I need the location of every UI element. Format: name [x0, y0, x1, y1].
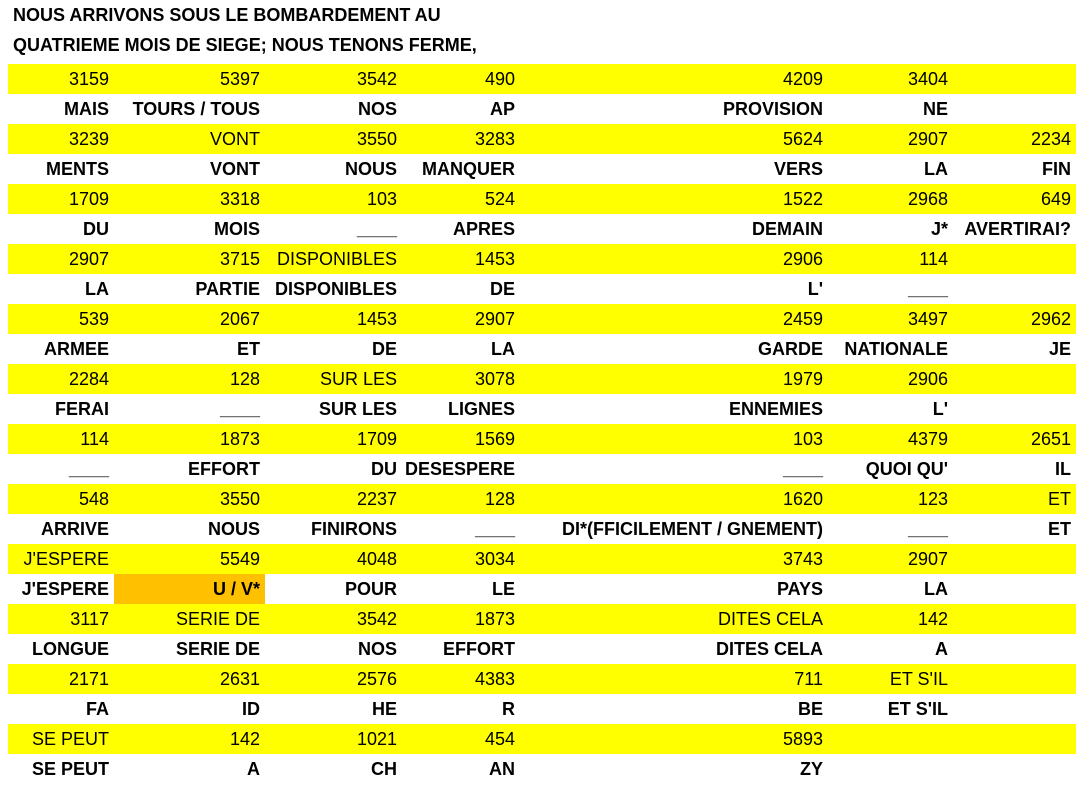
table-cell: ET: [1047, 489, 1071, 509]
table-cell: ARMEE: [43, 339, 109, 359]
table-cell: A: [935, 639, 948, 659]
table-cell: [828, 724, 953, 754]
table-cell: J*: [930, 219, 948, 239]
table-cell: 3715: [219, 249, 260, 269]
table-cell: 490: [484, 69, 515, 89]
table-cell: L': [807, 279, 823, 299]
plaintext-row: [8, 394, 1076, 424]
plaintext-row: [8, 214, 1076, 244]
table-cell: 4209: [782, 69, 823, 89]
table-cell: 524: [484, 189, 515, 209]
table-cell: 142: [229, 729, 260, 749]
table-cell: [953, 64, 1076, 94]
table-cell: PROVISION: [722, 99, 823, 119]
table-cell: ID: [242, 699, 260, 719]
table-cell: J'ESPERE: [23, 549, 109, 569]
table-cell: 2907: [474, 309, 515, 329]
table-cell: SERIE DE: [175, 639, 260, 659]
table-cell: [953, 394, 1076, 424]
plaintext-row: [8, 274, 1076, 304]
table-cell: 1873: [219, 429, 260, 449]
table-cell: 3550: [219, 489, 260, 509]
table-cell: 4048: [356, 549, 397, 569]
table-cell: 114: [80, 429, 109, 449]
table-cell: 1620: [782, 489, 823, 509]
table-cell: 2067: [219, 309, 260, 329]
table-cell: BE: [797, 699, 823, 719]
table-cell: 1709: [68, 189, 109, 209]
code-row: [8, 304, 1076, 334]
table-cell: [953, 574, 1076, 604]
plaintext-row: [8, 334, 1076, 364]
table-cell: LA: [491, 339, 515, 359]
table-cell: FERAI: [55, 399, 109, 419]
table-cell: FA: [85, 699, 109, 719]
table-cell: 2234: [1030, 129, 1071, 149]
table-cell: [953, 604, 1076, 634]
table-cell: QUOI QU': [865, 459, 948, 479]
code-row: [8, 364, 1076, 394]
table-cell: ET: [236, 339, 260, 359]
table-cell: 711: [794, 669, 823, 689]
heading-line-2: QUATRIEME MOIS DE SIEGE; NOUS TENONS FERME,: [13, 35, 477, 55]
table-cell: 454: [484, 729, 515, 749]
table-cell: 2968: [907, 189, 948, 209]
table-cell: DESESPERE: [404, 459, 515, 479]
code-row: [8, 184, 1076, 214]
table-cell: J'ESPERE: [21, 579, 109, 599]
table-cell: 103: [792, 429, 823, 449]
table-cell: 539: [78, 309, 109, 329]
table-cell: ENNEMIES: [728, 399, 823, 419]
table-cell: 142: [917, 609, 948, 629]
table-cell: DITES CELA: [717, 609, 823, 629]
table-cell: 2907: [907, 549, 948, 569]
table-cell: DU: [83, 219, 109, 239]
table-cell: MOIS: [213, 219, 260, 239]
table-cell: 3497: [907, 309, 948, 329]
table-cell: 2171: [68, 669, 109, 689]
table-cell: DISPONIBLES: [274, 279, 397, 299]
table-cell: PAYS: [776, 579, 823, 599]
table-cell: MENTS: [46, 159, 109, 179]
table-cell: SUR LES: [318, 399, 397, 419]
table-cell: VONT: [209, 129, 260, 149]
table-cell: ZY: [799, 759, 823, 779]
table-cell: SE PEUT: [31, 729, 109, 749]
table-cell: 103: [366, 189, 397, 209]
table-cell: 3542: [356, 609, 397, 629]
plaintext-row: [8, 454, 1076, 484]
table-cell: VERS: [773, 159, 823, 179]
table-cell: CH: [371, 759, 397, 779]
plaintext-row: [8, 694, 1076, 724]
table-cell: AP: [489, 99, 515, 119]
table-cell: L': [932, 399, 948, 419]
table-cell: 2237: [356, 489, 397, 509]
table-cell: 2906: [907, 369, 948, 389]
table-cell: 2459: [782, 309, 823, 329]
table-cell: 5624: [782, 129, 823, 149]
table-cell: [953, 694, 1076, 724]
table-cell: 5549: [219, 549, 260, 569]
table-cell: 3159: [68, 69, 109, 89]
table-cell: 1569: [474, 429, 515, 449]
table-cell: 5397: [219, 69, 260, 89]
table-cell: 1979: [782, 369, 823, 389]
table-cell: DE: [489, 279, 515, 299]
table-cell: 4379: [907, 429, 948, 449]
table-cell: A: [247, 759, 260, 779]
table-cell: DU: [371, 459, 397, 479]
table-cell: NOS: [357, 99, 397, 119]
table-cell: ____: [782, 459, 823, 479]
cipher-table: [8, 64, 1076, 784]
table-cell: 3117: [70, 609, 109, 629]
plaintext-row: [8, 154, 1076, 184]
table-cell: 3550: [356, 129, 397, 149]
table-cell: APRES: [452, 219, 515, 239]
table-cell: 114: [919, 249, 948, 269]
table-cell: ____: [68, 459, 109, 479]
table-cell: 3034: [474, 549, 515, 569]
table-cell: 5893: [782, 729, 823, 749]
table-cell: ARRIVE: [40, 519, 109, 539]
table-cell: 3283: [474, 129, 515, 149]
table-cell: SERIE DE: [175, 609, 260, 629]
table-cell: IL: [1055, 459, 1071, 479]
table-cell: MAIS: [64, 99, 109, 119]
table-cell: 2907: [907, 129, 948, 149]
table-cell: [828, 754, 953, 784]
table-cell: 1709: [356, 429, 397, 449]
table-cell: ____: [907, 519, 948, 539]
table-cell: LA: [924, 579, 948, 599]
table-cell: 3318: [219, 189, 260, 209]
table-cell: PARTIE: [195, 279, 260, 299]
table-cell: ____: [907, 279, 948, 299]
code-row: [8, 124, 1076, 154]
table-cell: ____: [356, 219, 397, 239]
code-row: [8, 544, 1076, 574]
table-cell: ET S'IL: [889, 669, 948, 689]
table-cell: LE: [491, 579, 515, 599]
table-cell: 3239: [68, 129, 109, 149]
table-cell: [953, 544, 1076, 574]
table-cell: 2962: [1030, 309, 1071, 329]
table-cell: 2906: [782, 249, 823, 269]
table-cell: 2576: [356, 669, 397, 689]
table-cell: ET S'IL: [887, 699, 948, 719]
plaintext-row: [8, 574, 1076, 604]
table-cell: 1453: [356, 309, 397, 329]
table-cell: ____: [219, 399, 260, 419]
table-cell: VONT: [209, 159, 260, 179]
table-cell: JE: [1048, 339, 1071, 359]
table-cell: FIN: [1042, 159, 1071, 179]
table-cell: [953, 724, 1076, 754]
table-cell: LA: [85, 279, 109, 299]
table-cell: LA: [924, 159, 948, 179]
table-cell: DE: [371, 339, 397, 359]
plaintext-row: [8, 94, 1076, 124]
code-row: [8, 724, 1076, 754]
table-cell: 3078: [474, 369, 515, 389]
table-cell: 3743: [782, 549, 823, 569]
table-cell: 1021: [356, 729, 397, 749]
table-cell: [953, 364, 1076, 394]
table-cell: AN: [489, 759, 515, 779]
heading-line-1: NOUS ARRIVONS SOUS LE BOMBARDEMENT AU: [13, 5, 441, 25]
table-cell: [953, 634, 1076, 664]
table-cell: AVERTIRAI?: [964, 219, 1071, 239]
table-cell: DISPONIBLES: [276, 249, 397, 269]
table-cell: SE PEUT: [31, 759, 109, 779]
table-cell: ET: [1047, 519, 1071, 539]
table-cell: 2907: [68, 249, 109, 269]
table-cell: DI*(FFICILEMENT / GNEMENT): [562, 519, 823, 539]
table-cell: NATIONALE: [844, 339, 948, 359]
table-cell: [953, 244, 1076, 274]
table-cell: [953, 94, 1076, 124]
document-heading: [13, 0, 1083, 60]
table-cell: NOUS: [344, 159, 397, 179]
table-cell: 128: [229, 369, 260, 389]
table-cell: FINIRONS: [310, 519, 397, 539]
table-cell: LIGNES: [447, 399, 515, 419]
table-cell: LONGUE: [31, 639, 109, 659]
plaintext-row: [8, 754, 1076, 784]
table-cell: EFFORT: [443, 639, 515, 659]
table-cell: 1873: [474, 609, 515, 629]
table-cell: SUR LES: [319, 369, 397, 389]
table-cell: 123: [917, 489, 948, 509]
table-cell: 128: [484, 489, 515, 509]
plaintext-row: [8, 634, 1076, 664]
table-cell: 649: [1040, 189, 1071, 209]
table-cell: NOUS: [207, 519, 260, 539]
table-cell: NOS: [357, 639, 397, 659]
table-cell: TOURS / TOUS: [132, 99, 260, 119]
code-row: [8, 64, 1076, 94]
table-cell: GARDE: [757, 339, 823, 359]
table-cell: [953, 274, 1076, 304]
table-cell: DITES CELA: [715, 639, 823, 659]
table-cell: U / V*: [114, 574, 265, 604]
table-cell: 548: [78, 489, 109, 509]
code-row: [8, 604, 1076, 634]
table-cell: NE: [922, 99, 948, 119]
code-row: [8, 244, 1076, 274]
table-cell: 2651: [1030, 429, 1071, 449]
table-cell: POUR: [344, 579, 397, 599]
table-cell: 3404: [907, 69, 948, 89]
table-cell: [953, 754, 1076, 784]
table-cell: 3542: [356, 69, 397, 89]
table-cell: DEMAIN: [752, 219, 823, 239]
table-cell: 1522: [782, 189, 823, 209]
plaintext-row: [8, 514, 1076, 544]
table-cell: ____: [474, 519, 515, 539]
code-row: [8, 664, 1076, 694]
table-cell: 2631: [219, 669, 260, 689]
code-row: [8, 484, 1076, 514]
table-cell: R: [502, 699, 515, 719]
table-cell: HE: [371, 699, 397, 719]
table-cell: [953, 664, 1076, 694]
table-cell: EFFORT: [188, 459, 260, 479]
table-cell: 2284: [68, 369, 109, 389]
table-cell: 1453: [474, 249, 515, 269]
table-cell: 4383: [474, 669, 515, 689]
table-cell: MANQUER: [422, 159, 515, 179]
code-row: [8, 424, 1076, 454]
